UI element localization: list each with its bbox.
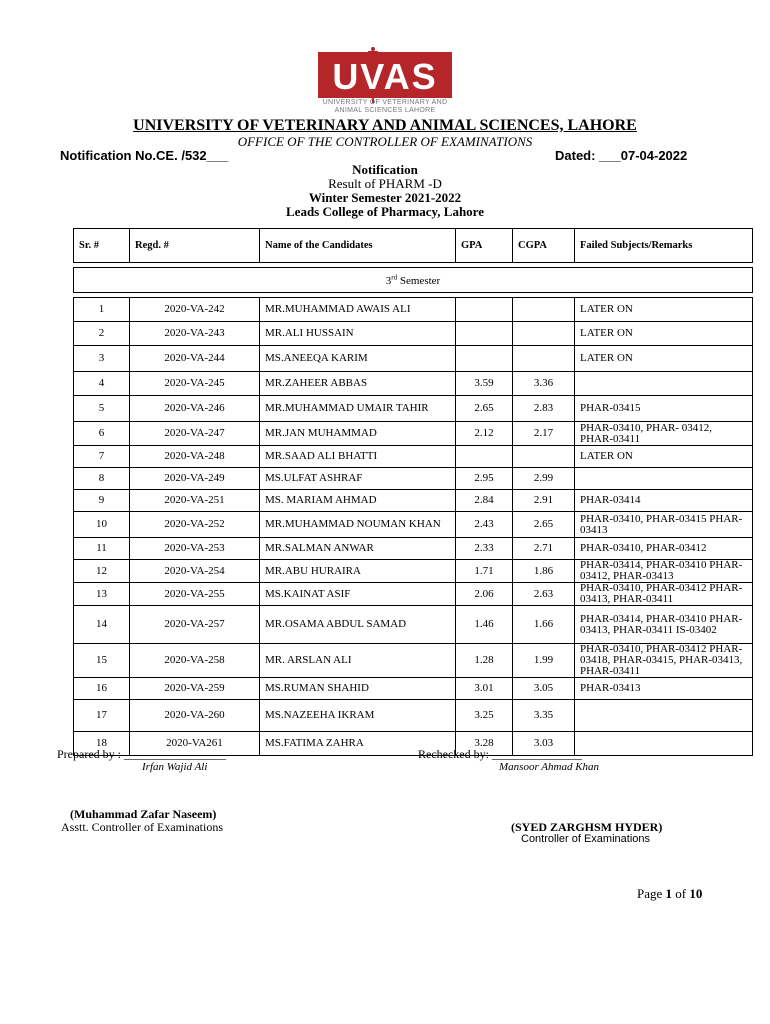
regd-cell: 2020-VA-246 (130, 396, 260, 422)
remarks-cell: PHAR-03410, PHAR-03412 (575, 538, 753, 560)
sr-cell: 8 (74, 468, 130, 490)
semester-label: 3rd Semester (385, 273, 441, 288)
table-row (74, 468, 753, 490)
office-subtitle: OFFICE OF THE CONTROLLER OF EXAMINATIONS (237, 134, 533, 149)
name-cell: MR.MUHAMMAD AWAIS ALI (260, 298, 456, 322)
col-header-cgpa: CGPA (513, 229, 575, 263)
table-row (74, 346, 753, 372)
cgpa-cell: 2.83 (513, 396, 575, 422)
asst-controller-title: Asstt. Controller of Examinations (61, 820, 223, 834)
sr-cell: 4 (74, 372, 130, 396)
table-row (74, 298, 753, 322)
table-row (74, 678, 753, 700)
gpa-cell: 3.28 (456, 732, 513, 756)
notification-heading: Notification (352, 162, 418, 177)
uvas-logo (318, 52, 452, 98)
sr-cell: 17 (74, 700, 130, 732)
table-row (74, 644, 753, 678)
gpa-cell: 2.65 (456, 396, 513, 422)
sr-cell: 9 (74, 490, 130, 512)
remarks-cell: PHAR-03414 (575, 490, 753, 512)
notification-number: Notification No.CE. /532___ (60, 148, 229, 163)
rechecked-by: Rechecked by: _______________ (418, 747, 582, 761)
name-cell: MS.FATIMA ZAHRA (260, 732, 456, 756)
name-cell: MS.NAZEEHA IKRAM (260, 700, 456, 732)
sr-cell: 5 (74, 396, 130, 422)
cgpa-cell (513, 322, 575, 346)
asst-controller-name: (Muhammad Zafar Naseem) (70, 807, 217, 821)
notification-date: Dated: ___07-04-2022 (555, 148, 688, 163)
table-row (74, 372, 753, 396)
table-header-row (74, 229, 753, 263)
gpa-cell: 2.84 (456, 490, 513, 512)
name-cell: MR.ALI HUSSAIN (260, 322, 456, 346)
table-row (74, 322, 753, 346)
regd-cell: 2020-VA-252 (130, 512, 260, 538)
gpa-cell: 3.25 (456, 700, 513, 732)
table-row (74, 512, 753, 538)
gpa-cell: 2.95 (456, 468, 513, 490)
controller-name: (SYED ZARGHSM HYDER) (511, 820, 663, 834)
remarks-cell: PHAR-03415 (575, 396, 753, 422)
cgpa-cell: 3.36 (513, 372, 575, 396)
remarks-cell: PHAR-03413 (575, 678, 753, 700)
table-row (74, 583, 753, 606)
name-cell: MR.SALMAN ANWAR (260, 538, 456, 560)
regd-cell: 2020-VA-249 (130, 468, 260, 490)
gpa-cell: 1.46 (456, 606, 513, 644)
sr-cell: 7 (74, 446, 130, 468)
remarks-cell: LATER ON (575, 346, 753, 372)
regd-cell: 2020-VA-244 (130, 346, 260, 372)
table-row (74, 700, 753, 732)
name-cell: MS.ANEEQA KARIM (260, 346, 456, 372)
sr-cell: 16 (74, 678, 130, 700)
college-name: Leads College of Pharmacy, Lahore (286, 204, 484, 219)
name-cell: MR.ZAHEER ABBAS (260, 372, 456, 396)
cgpa-cell: 2.65 (513, 512, 575, 538)
regd-cell: 2020-VA-254 (130, 560, 260, 583)
cgpa-cell: 1.99 (513, 644, 575, 678)
cgpa-cell: 2.17 (513, 422, 575, 446)
remarks-cell: LATER ON (575, 298, 753, 322)
cgpa-cell: 3.03 (513, 732, 575, 756)
remarks-cell: LATER ON (575, 446, 753, 468)
regd-cell: 2020-VA-258 (130, 644, 260, 678)
name-cell: MR.OSAMA ABDUL SAMAD (260, 606, 456, 644)
gpa-cell: 3.59 (456, 372, 513, 396)
table-row (74, 490, 753, 512)
table-row (74, 422, 753, 446)
sr-cell: 12 (74, 560, 130, 583)
table-row (74, 538, 753, 560)
cgpa-cell: 2.91 (513, 490, 575, 512)
name-cell: MR.JAN MUHAMMAD (260, 422, 456, 446)
regd-cell: 2020-VA-257 (130, 606, 260, 644)
cgpa-cell (513, 346, 575, 372)
regd-cell: 2020-VA-260 (130, 700, 260, 732)
name-cell: MR.MUHAMMAD NOUMAN KHAN (260, 512, 456, 538)
remarks-cell: PHAR-03410, PHAR-03415 PHAR-03413 (575, 512, 753, 538)
remarks-cell: PHAR-03410, PHAR- 03412, PHAR-03411 (575, 422, 753, 446)
semester-title: Winter Semester 2021-2022 (308, 190, 462, 205)
name-cell: MS.ULFAT ASHRAF (260, 468, 456, 490)
regd-cell: 2020-VA-245 (130, 372, 260, 396)
semester-row (74, 268, 753, 293)
name-cell: MR.ABU HURAIRA (260, 560, 456, 583)
controller-title: Controller of Examinations (521, 833, 651, 845)
col-header-sr: Sr. # (74, 229, 130, 263)
regd-cell: 2020-VA261 (130, 732, 260, 756)
university-title: UNIVERSITY OF VETERINARY AND ANIMAL SCIENCES, LAHORE (133, 117, 637, 134)
sr-cell: 15 (74, 644, 130, 678)
page-number: Page 1 of 10 (637, 886, 703, 901)
cgpa-cell: 1.66 (513, 606, 575, 644)
sr-cell: 13 (74, 583, 130, 606)
remarks-cell: PHAR-03414, PHAR-03410 PHAR-03413, PHAR-03411 IS-03402 (575, 606, 753, 644)
logo-text: UVAS (332, 56, 438, 97)
table-row (74, 396, 753, 422)
remarks-cell (575, 732, 753, 756)
gpa-cell (456, 298, 513, 322)
table-row (74, 560, 753, 583)
table-row (74, 606, 753, 644)
col-header-name: Name of the Candidates (260, 229, 456, 263)
name-cell: MS.KAINAT ASIF (260, 583, 456, 606)
gpa-cell: 3.01 (456, 678, 513, 700)
remarks-cell: LATER ON (575, 322, 753, 346)
name-cell: MS.RUMAN SHAHID (260, 678, 456, 700)
gpa-cell: 2.12 (456, 422, 513, 446)
cgpa-cell: 1.86 (513, 560, 575, 583)
cgpa-cell: 2.63 (513, 583, 575, 606)
remarks-cell (575, 372, 753, 396)
sr-cell: 3 (74, 346, 130, 372)
regd-cell: 2020-VA-255 (130, 583, 260, 606)
regd-cell: 2020-VA-247 (130, 422, 260, 446)
gpa-cell: 2.06 (456, 583, 513, 606)
col-header-remarks: Failed Subjects/Remarks (575, 229, 753, 263)
col-header-regd: Regd. # (130, 229, 260, 263)
cgpa-cell: 2.99 (513, 468, 575, 490)
remarks-cell: PHAR-03410, PHAR-03412 PHAR-03413, PHAR-03411 (575, 583, 753, 606)
gpa-cell: 2.43 (456, 512, 513, 538)
gpa-cell (456, 322, 513, 346)
regd-cell: 2020-VA-248 (130, 446, 260, 468)
sr-cell: 1 (74, 298, 130, 322)
cgpa-cell (513, 298, 575, 322)
name-cell: MR.MUHAMMAD UMAIR TAHIR (260, 396, 456, 422)
results-table (73, 228, 753, 756)
cgpa-cell: 3.05 (513, 678, 575, 700)
gpa-cell: 1.28 (456, 644, 513, 678)
gpa-cell: 1.71 (456, 560, 513, 583)
result-of: Result of PHARM -D (328, 176, 442, 191)
prepared-by-name: Irfan Wajid Ali (142, 761, 208, 773)
regd-cell: 2020-VA-253 (130, 538, 260, 560)
sr-cell: 18 (74, 732, 130, 756)
logo-subtitle: UNIVERSITY OF VETERINARY AND ANIMAL SCIENCES LAHORE (322, 99, 448, 114)
sr-cell: 10 (74, 512, 130, 538)
regd-cell: 2020-VA-259 (130, 678, 260, 700)
gpa-cell: 2.33 (456, 538, 513, 560)
prepared-by: Prepared by : _________________ (57, 747, 226, 761)
sr-cell: 14 (74, 606, 130, 644)
regd-cell: 2020-VA-242 (130, 298, 260, 322)
name-cell: MS. MARIAM AHMAD (260, 490, 456, 512)
cgpa-cell: 2.71 (513, 538, 575, 560)
name-cell: MR. ARSLAN ALI (260, 644, 456, 678)
sr-cell: 6 (74, 422, 130, 446)
cgpa-cell: 3.35 (513, 700, 575, 732)
sr-cell: 11 (74, 538, 130, 560)
cgpa-cell (513, 446, 575, 468)
sr-cell: 2 (74, 322, 130, 346)
remarks-cell (575, 468, 753, 490)
regd-cell: 2020-VA-243 (130, 322, 260, 346)
gpa-cell (456, 346, 513, 372)
regd-cell: 2020-VA-251 (130, 490, 260, 512)
name-cell: MR.SAAD ALI BHATTI (260, 446, 456, 468)
table-row (74, 446, 753, 468)
rechecked-by-name: Mansoor Ahmad Khan (499, 761, 600, 773)
remarks-cell (575, 700, 753, 732)
gpa-cell (456, 446, 513, 468)
remarks-cell: PHAR-03414, PHAR-03410 PHAR-03412, PHAR-03413 (575, 560, 753, 583)
remarks-cell: PHAR-03410, PHAR-03412 PHAR-03418, PHAR-03415, PHAR-03413, PHAR-03411 (575, 644, 753, 678)
col-header-gpa: GPA (456, 229, 513, 263)
